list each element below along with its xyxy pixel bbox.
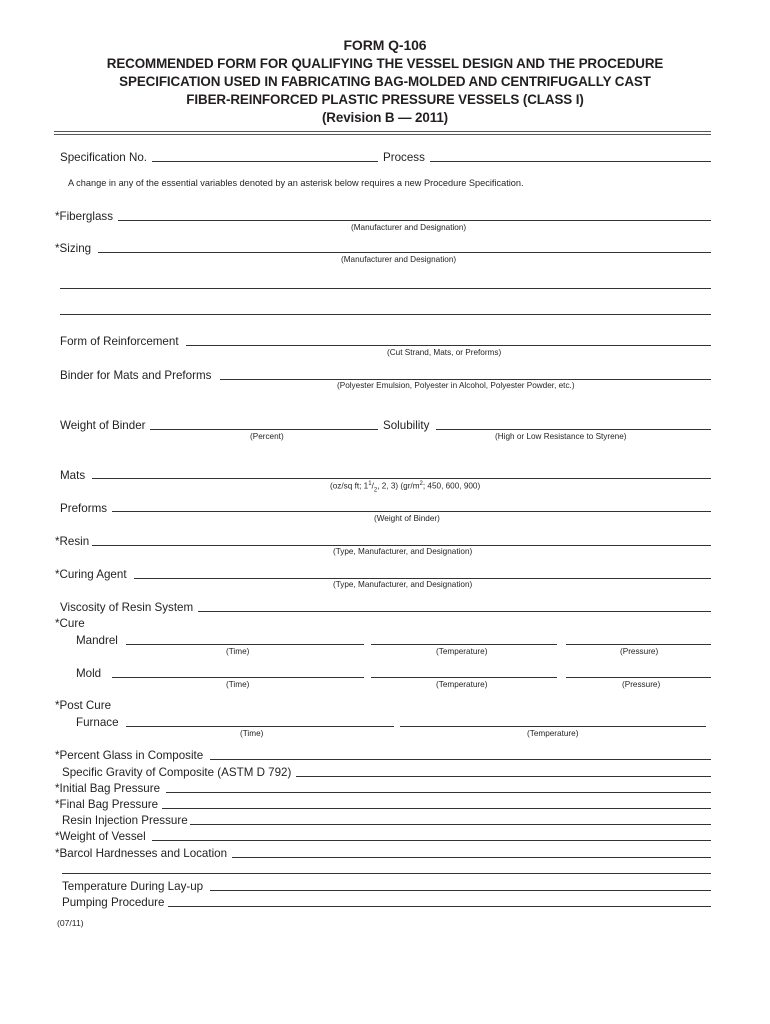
fiberglass-label: *Fiberglass xyxy=(55,210,113,223)
mats-label: Mats xyxy=(60,469,86,482)
header-rule-bottom xyxy=(54,134,711,135)
curing-agent-caption: (Type, Manufacturer, and Designation) xyxy=(333,580,473,589)
mold-temperature-caption: (Temperature) xyxy=(436,680,488,689)
final-bag-pressure-label: *Final Bag Pressure xyxy=(55,798,159,811)
mold-pressure-field[interactable] xyxy=(566,677,711,678)
form-reinforcement-label: Form of Reinforcement xyxy=(60,335,179,348)
resin-caption: (Type, Manufacturer, and Designation) xyxy=(333,547,473,556)
weight-binder-caption: (Percent) xyxy=(250,432,284,441)
furnace-temperature-field[interactable] xyxy=(400,726,706,727)
title-line-3: FIBER-REINFORCED PLASTIC PRESSURE VESSELS (CLASS I) xyxy=(186,92,584,107)
percent-glass-field[interactable] xyxy=(210,759,711,760)
binder-field[interactable] xyxy=(220,379,711,380)
weight-vessel-field[interactable] xyxy=(152,840,711,841)
blank-line-1[interactable] xyxy=(60,288,711,289)
final-bag-pressure-field[interactable] xyxy=(162,808,711,809)
resin-label: *Resin xyxy=(55,535,90,548)
furnace-temperature-caption: (Temperature) xyxy=(527,729,579,738)
furnace-time-caption: (Time) xyxy=(240,729,264,738)
mold-pressure-caption: (Pressure) xyxy=(622,680,661,689)
curing-agent-label: *Curing Agent xyxy=(55,568,127,581)
viscosity-label: Viscosity of Resin System xyxy=(60,601,194,614)
process-field[interactable] xyxy=(430,161,711,162)
resin-injection-label: Resin Injection Pressure xyxy=(62,814,188,827)
mandrel-time-caption: (Time) xyxy=(226,647,250,656)
solubility-field[interactable] xyxy=(436,429,711,430)
blank-line-2[interactable] xyxy=(60,314,711,315)
binder-caption: (Polyester Emulsion, Polyester in Alcohol, Polyester Powder, etc.) xyxy=(337,381,575,390)
mandrel-pressure-caption: (Pressure) xyxy=(620,647,659,656)
percent-glass-label: *Percent Glass in Composite xyxy=(55,749,204,762)
title-line-2: SPECIFICATION USED IN FABRICATING BAG-MOLDED AND CENTRIFUGALLY CAST xyxy=(119,74,651,89)
mold-time-caption: (Time) xyxy=(226,680,250,689)
barcol-continuation-field[interactable] xyxy=(62,873,711,874)
preforms-caption: (Weight of Binder) xyxy=(374,514,440,523)
form-id: FORM Q-106 xyxy=(343,37,427,53)
binder-label: Binder for Mats and Preforms xyxy=(60,369,212,382)
pumping-label: Pumping Procedure xyxy=(62,896,165,909)
form-reinforcement-field[interactable] xyxy=(186,345,711,346)
initial-bag-pressure-label: *Initial Bag Pressure xyxy=(55,782,161,795)
mold-temperature-field[interactable] xyxy=(371,677,557,678)
title-line-1: RECOMMENDED FORM FOR QUALIFYING THE VESSEL DESIGN AND THE PROCEDURE xyxy=(106,56,664,71)
resin-field[interactable] xyxy=(92,545,711,546)
barcol-field[interactable] xyxy=(232,857,711,858)
sizing-field[interactable] xyxy=(98,252,711,253)
furnace-time-field[interactable] xyxy=(126,726,394,727)
fiberglass-field[interactable] xyxy=(118,220,711,221)
mold-label: Mold xyxy=(76,667,102,680)
cure-label: *Cure xyxy=(55,617,85,630)
sizing-label: *Sizing xyxy=(55,242,92,255)
mats-field[interactable] xyxy=(92,478,711,479)
mandrel-temperature-caption: (Temperature) xyxy=(436,647,488,656)
weight-binder-label: Weight of Binder xyxy=(60,419,146,432)
spec-no-field[interactable] xyxy=(152,161,378,162)
specific-gravity-field[interactable] xyxy=(296,776,711,777)
mats-caption: (oz/sq ft; $1^1/_2$, 2, 3) ($gr/m^2$; 450, 600, 900) xyxy=(330,481,481,494)
viscosity-field[interactable] xyxy=(198,611,711,612)
mandrel-pressure-field[interactable] xyxy=(566,644,711,645)
weight-vessel-label: *Weight of Vessel xyxy=(55,830,146,843)
pumping-field[interactable] xyxy=(168,906,711,907)
temp-layup-label: Temperature During Lay-up xyxy=(62,880,204,893)
process-label: Process xyxy=(383,151,425,164)
mandrel-temperature-field[interactable] xyxy=(371,644,557,645)
fiberglass-caption: (Manufacturer and Designation) xyxy=(351,223,467,232)
barcol-label: *Barcol Hardnesses and Location xyxy=(55,847,228,860)
change-note: A change in any of the essential variables denoted by an asterisk below requires a new Procedure Specification. xyxy=(68,178,524,188)
preforms-field[interactable] xyxy=(112,511,711,512)
solubility-label: Solubility xyxy=(383,419,430,432)
curing-agent-field[interactable] xyxy=(134,578,711,579)
mold-time-field[interactable] xyxy=(112,677,364,678)
furnace-label: Furnace xyxy=(76,716,119,729)
solubility-caption: (High or Low Resistance to Styrene) xyxy=(495,432,627,441)
revision: (Revision B — 2011) xyxy=(321,110,449,125)
date-code: (07/11) xyxy=(57,918,84,928)
initial-bag-pressure-field[interactable] xyxy=(166,792,711,793)
mandrel-time-field[interactable] xyxy=(126,644,364,645)
specific-gravity-label: Specific Gravity of Composite (ASTM D 792) xyxy=(62,766,292,779)
preforms-label: Preforms xyxy=(60,502,108,515)
spec-no-label: Specification No. xyxy=(60,151,147,164)
resin-injection-field[interactable] xyxy=(190,824,711,825)
temp-layup-field[interactable] xyxy=(210,890,711,891)
mandrel-label: Mandrel xyxy=(76,634,118,647)
sizing-caption: (Manufacturer and Designation) xyxy=(341,255,457,264)
post-cure-label: *Post Cure xyxy=(55,699,112,712)
weight-binder-field[interactable] xyxy=(150,429,378,430)
form-reinforcement-caption: (Cut Strand, Mats, or Preforms) xyxy=(387,348,502,357)
header-rule-top xyxy=(54,131,711,132)
